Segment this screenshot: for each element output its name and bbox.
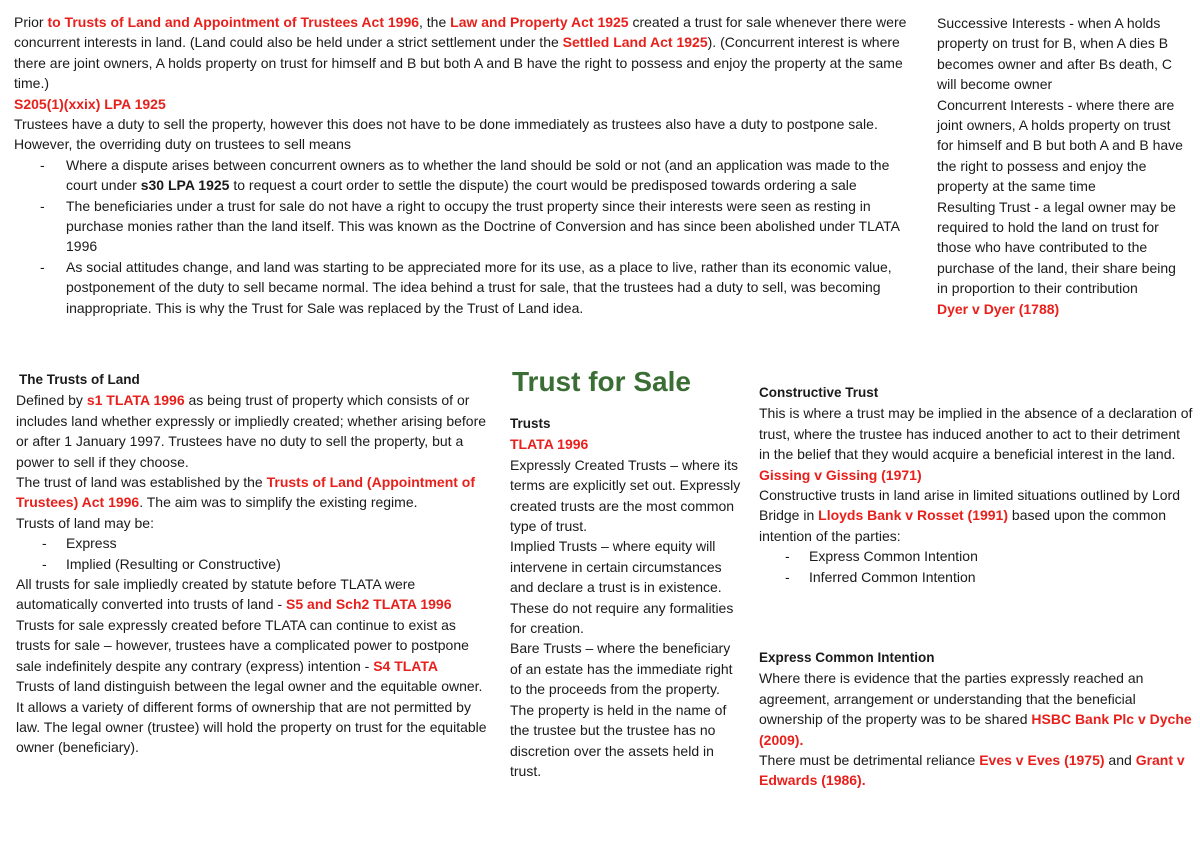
text-run: Where there is evidence that the parties expressly reached an agreement, arrangement or understanding that the beneficial ownership of the property was to be shared	[759, 670, 1144, 728]
case-reference	[759, 465, 1193, 485]
text-run: Trusts for sale expressly created before TLATA can continue to exist as trusts for sale – however, trustees have a complicated power to postpone sale indefinitely despite any contrary (express) intention -	[16, 616, 469, 674]
body-paragraph	[16, 615, 490, 676]
definition-paragraph	[937, 95, 1189, 197]
section-heading: Trusts	[510, 416, 551, 431]
text-run: Concurrent Interests - where there are joint owners, A holds property on trust for himself and B but both A and B have the right to possess and enjoy the property at the same time	[937, 96, 1183, 195]
text-run: . The aim was to simplify the existing regime.	[139, 494, 418, 511]
list-item	[14, 257, 914, 318]
text-run: Prior	[14, 14, 48, 30]
text-run: Express Common Intention	[809, 548, 978, 565]
legal-reference: S5 and Sch2 TLATA 1996	[286, 596, 452, 613]
body-paragraph	[759, 668, 1193, 750]
text-run: s30 LPA 1925	[140, 177, 230, 194]
body-paragraph	[759, 485, 1193, 546]
list-item	[759, 567, 1193, 587]
intro-section	[14, 12, 914, 318]
text-run: Expressly Created Trusts – where its terms are explicitly set out. Expressly created trusts are the most common type of trust.	[510, 456, 741, 535]
body-paragraph	[16, 574, 490, 615]
text-run: and	[1104, 752, 1136, 769]
legal-reference: S4 TLATA	[373, 657, 438, 674]
body-paragraph	[510, 536, 744, 638]
text-run: This is where a trust may be implied in the absence of a declaration of trust, where the trustee has induced another to act to their detriment in the belief that they would acquire a beneficial interest in the land.	[759, 405, 1193, 463]
intro-bullet-list	[14, 155, 914, 318]
legal-reference: Law and Property Act 1925	[450, 14, 629, 30]
text-run: There must be detrimental reliance	[759, 752, 980, 769]
text-run: Successive Interests - when A holds property on trust for B, when A dies B becomes owner and after Bs death, C will become owner	[937, 15, 1173, 93]
text-run: Bare Trusts – where the beneficiary of an estate has the immediate right to the proceeds from the property. The property is held in the name of the trustee but the trustee has no discretion over the assets held in trust.	[510, 640, 733, 779]
legal-reference: Dyer v Dyer (1788)	[937, 300, 1060, 317]
legal-reference: Settled Land Act 1925	[562, 34, 708, 51]
case-reference	[937, 299, 1189, 319]
trusts-of-land-section	[16, 370, 490, 758]
text-run: as being trust of property which consists of or includes land whether expressly or impliedly created; whether arising before or after 1 January 1997. Trustees have no duty to sell the property, but a power to sell if they choose.	[16, 392, 487, 470]
intention-list	[759, 546, 1193, 587]
text-run: Inferred Common Intention	[809, 568, 976, 585]
body-paragraph	[16, 676, 490, 758]
text-run: ). (Concurrent interest is where there are joint owners, A holds property on trust for himself and B but both A and B have the right to possess and enjoy the property at the same time.)	[14, 34, 903, 92]
legal-reference: TLATA 1996	[510, 436, 589, 453]
text-run: Resulting Trust - a legal owner may be required to hold the land on trust for those who have contributed to the purchase of the land, their share being in proportion to their contribution	[937, 198, 1176, 297]
body-paragraph	[510, 455, 744, 537]
constructive-trust-section	[759, 383, 1193, 587]
body-paragraph	[759, 403, 1193, 464]
interests-section	[937, 13, 1189, 319]
body-paragraph	[16, 513, 490, 533]
legal-reference: HSBC Bank Plc v Dyche (2009).	[759, 711, 1192, 748]
legal-reference: s1 TLATA 1996	[86, 392, 185, 409]
express-intention-section	[759, 648, 1193, 791]
text-run: Express	[66, 535, 117, 552]
legal-reference: Grant v Edwards (1986).	[759, 752, 1185, 789]
trusts-section	[510, 414, 744, 781]
section-heading: Constructive Trust	[759, 385, 879, 400]
intro-paragraph	[14, 114, 914, 155]
text-run: Defined by	[16, 392, 87, 409]
legal-reference: Eves v Eves (1975)	[979, 752, 1105, 769]
section-heading: The Trusts of Land	[19, 372, 140, 387]
text-run: , the	[419, 14, 451, 30]
legal-reference: to Trusts of Land and Appointment of Trustees Act 1996	[47, 14, 420, 30]
legal-reference: Gissing v Gissing (1971)	[759, 466, 922, 483]
text-run: Trusts of land distinguish between the legal owner and the equitable owner. It allows a variety of different forms of ownership that are not permitted by law. The legal owner (trustee) will hold the property on trust for the equitable owner (beneficiary).	[16, 678, 487, 756]
body-paragraph	[510, 638, 744, 781]
statute-reference	[510, 434, 744, 454]
body-paragraph	[16, 390, 490, 472]
text-run: The trust of land was established by the	[16, 474, 267, 491]
definition-paragraph	[937, 13, 1189, 95]
legal-reference: Lloyds Bank v Rosset (1991)	[818, 507, 1009, 524]
list-item	[759, 546, 1193, 566]
text-run: Where a dispute arises between concurrent owners as to whether the land should be sold or not (and an application was made to the court under	[66, 156, 890, 194]
section-heading: Express Common Intention	[759, 650, 935, 665]
text-run: As social attitudes change, and land was starting to be appreciated more for its use, as a place to live, rather than its economic value, postponement of the duty to sell became normal. The idea behind a trust for sale, that the trustees had a duty to sell, was becoming inappropriate. This is why the Trust for Sale was replaced by the Trust of Land idea.	[66, 258, 892, 316]
definition-paragraph	[937, 197, 1189, 299]
text-run: Constructive trusts in land arise in limited situations outlined by Lord Bridge in	[759, 487, 1180, 524]
text-run: Trusts of land may be:	[16, 514, 154, 531]
text-run: All trusts for sale impliedly created by statute before TLATA were automatically converted into trusts of land -	[16, 576, 416, 613]
list-item	[14, 155, 914, 196]
legal-reference: S205(1)(xxix) LPA 1925	[14, 95, 166, 112]
text-run: to request a court order to settle the dispute) the court would be predisposed towards ordering a sale	[229, 177, 857, 194]
text-run: Implied Trusts – where equity will intervene in certain circumstances and declare a trust is in existence. These do not require any formalities for creation.	[510, 538, 734, 637]
list-item	[16, 533, 490, 553]
legal-reference: Trusts of Land (Appointment of Trustees) Act 1996	[16, 474, 476, 511]
body-paragraph	[759, 750, 1193, 791]
trust-types-list	[16, 533, 490, 574]
text-run: created a trust for sale whenever there were concurrent interests in land. (Land could also be held under a strict settlement under the	[14, 14, 907, 51]
text-run: Implied (Resulting or Constructive)	[66, 555, 281, 572]
text-run: based upon the common intention of the parties:	[759, 507, 1167, 544]
body-paragraph	[16, 472, 490, 513]
text-run: The beneficiaries under a trust for sale do not have a right to occupy the trust property since their interests were seen as resting in purchase monies rather than the land itself. This was known as the Doctrine of Conversion and has since been abolished under TLATA 1996	[66, 197, 900, 255]
text-run: Trustees have a duty to sell the property, however this does not have to be done immediately as trustees also have a duty to postpone sale. However, the overriding duty on trustees to sell means	[14, 116, 878, 153]
statute-reference	[14, 94, 914, 114]
list-item	[16, 554, 490, 574]
list-item	[14, 196, 914, 257]
page-title: Trust for Sale	[512, 366, 691, 397]
intro-paragraph	[14, 12, 914, 94]
